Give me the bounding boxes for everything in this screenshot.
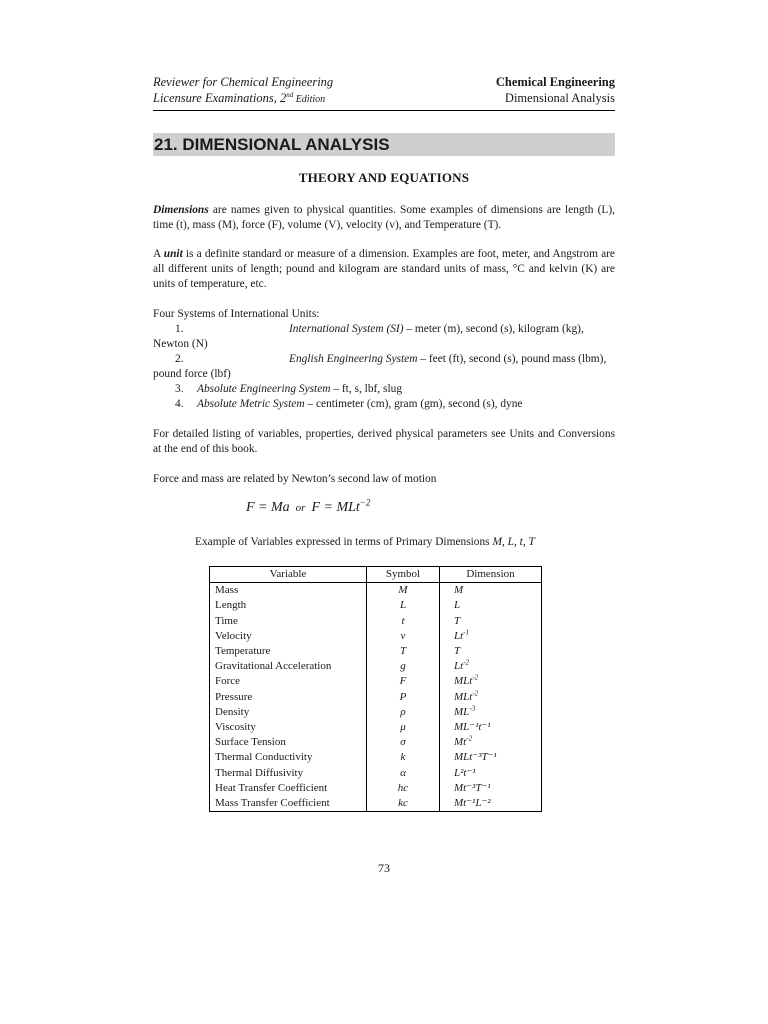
- cell-dimension: [440, 629, 542, 644]
- list-item: [153, 352, 615, 382]
- paragraph-reference: For detailed listing of variables, properties, derived physical parameters see Units and Conversions at the end of this book.: [153, 428, 615, 455]
- cell-dimension: [440, 766, 542, 781]
- cell-symbol: M: [367, 583, 440, 599]
- cell-symbol: v: [367, 629, 440, 644]
- cell-symbol: μ: [367, 720, 440, 735]
- cell-dimension: [440, 690, 542, 705]
- table-caption-vars: M, L, t, T: [492, 536, 535, 548]
- cell-dimension: [440, 614, 542, 629]
- table-caption-text: Example of Variables expressed in terms of Primary Dimensions: [195, 536, 493, 548]
- dimension-base: ML⁻¹t⁻¹: [454, 721, 491, 734]
- table-row: [210, 583, 542, 599]
- dimension-base: M: [454, 584, 464, 597]
- list-number: 1.: [175, 323, 184, 335]
- dimension-base: L: [454, 599, 461, 612]
- chapter-title: 21. DIMENSIONAL ANALYSIS: [153, 133, 615, 156]
- dimension-base: ML: [454, 705, 470, 718]
- cell-dimension: [440, 583, 542, 599]
- cell-symbol: k: [367, 750, 440, 765]
- systems-list: [153, 307, 615, 412]
- system-units: – feet (ft), second (s), pound mass (lbm), pound force (lbf): [153, 353, 607, 380]
- paragraph-dimensions: [153, 203, 615, 233]
- section-title: THEORY AND EQUATIONS: [298, 170, 470, 185]
- cell-symbol: σ: [367, 735, 440, 750]
- header-left-line2: Licensure Examinations, 2: [153, 91, 287, 105]
- cell-variable: Mass Transfer Coefficient: [210, 796, 367, 812]
- cell-variable: Thermal Diffusivity: [210, 766, 367, 781]
- cell-variable: Density: [210, 705, 367, 720]
- equation-exponent: −2: [359, 497, 371, 508]
- cell-dimension: [440, 644, 542, 659]
- table-caption: [195, 536, 535, 548]
- term-unit: unit: [163, 248, 183, 260]
- cell-dimension: [440, 598, 542, 613]
- cell-dimension: [440, 735, 542, 750]
- list-number: 3.: [175, 383, 184, 395]
- dimension-exponent: -1: [463, 628, 470, 637]
- dimension-exponent: -2: [466, 734, 473, 743]
- header-edition-sup: nd: [286, 90, 294, 99]
- cell-dimension: [440, 750, 542, 765]
- cell-dimension: [440, 720, 542, 735]
- table-header-row: [210, 567, 542, 583]
- table-row: [210, 659, 542, 674]
- table-row: [210, 705, 542, 720]
- dimension-base: L²t⁻¹: [454, 766, 476, 779]
- cell-symbol: t: [367, 614, 440, 629]
- table-row: [210, 598, 542, 613]
- system-units: – ft, s, lbf, slug: [330, 383, 403, 395]
- table-row: [210, 614, 542, 629]
- column-header-variable: Variable: [210, 567, 367, 583]
- cell-symbol: ρ: [367, 705, 440, 720]
- paragraph-unit: [153, 247, 615, 292]
- page-number: 73: [378, 861, 390, 875]
- cell-symbol: hc: [367, 781, 440, 796]
- table-row: [210, 720, 542, 735]
- header-rule: [153, 110, 615, 111]
- cell-dimension: [440, 674, 542, 689]
- dimension-base: T: [454, 614, 461, 627]
- systems-intro: Four Systems of International Units:: [153, 308, 320, 320]
- dimension-exponent: -2: [472, 688, 479, 697]
- column-header-symbol: Symbol: [367, 567, 440, 583]
- paragraph-unit-lead: A: [153, 248, 164, 260]
- header-chapter: Dimensional Analysis: [504, 91, 615, 105]
- header-left-line1: Reviewer for Chemical Engineering: [153, 75, 334, 89]
- cell-variable: Surface Tension: [210, 735, 367, 750]
- dimension-exponent: -2: [463, 658, 470, 667]
- list-number: 2.: [175, 353, 184, 365]
- list-number: 4.: [175, 398, 184, 410]
- paragraph-unit-text: is a definite standard or measure of a dimension. Examples are foot, meter, and Angstrom are all different units of length; pound and kilogram are standard units of mass, °C and kelvin (K) are units of temperature, etc.: [153, 248, 615, 290]
- table-row: [210, 674, 542, 689]
- term-dimensions: Dimensions: [153, 204, 209, 216]
- paragraph-newton: Force and mass are related by Newton’s second law of motion: [153, 473, 437, 485]
- table-row: [210, 750, 542, 765]
- table-row: [210, 629, 542, 644]
- cell-variable: Thermal Conductivity: [210, 750, 367, 765]
- cell-variable: Heat Transfer Coefficient: [210, 781, 367, 796]
- dimension-base: Mt⁻³T⁻¹: [454, 781, 491, 794]
- cell-symbol: F: [367, 674, 440, 689]
- table-row: [210, 766, 542, 781]
- cell-dimension: [440, 705, 542, 720]
- cell-variable: Mass: [210, 583, 367, 599]
- dimension-base: Lt: [454, 660, 464, 673]
- dimension-base: Lt: [454, 629, 464, 642]
- dimension-base: Mt: [454, 736, 467, 749]
- table-row: [210, 690, 542, 705]
- list-item: [153, 397, 615, 412]
- cell-variable: Velocity: [210, 629, 367, 644]
- cell-variable: Temperature: [210, 644, 367, 659]
- dimension-base: MLt⁻³T⁻¹: [454, 751, 497, 764]
- cell-symbol: kc: [367, 796, 440, 812]
- dimension-base: T: [454, 645, 461, 658]
- equation-or: or: [295, 502, 306, 514]
- cell-variable: Length: [210, 598, 367, 613]
- system-units: – meter (m), second (s), kilogram (kg), Newton (N): [153, 323, 584, 350]
- newton-equation: [246, 497, 371, 516]
- cell-variable: Time: [210, 614, 367, 629]
- variables-table: [209, 566, 542, 812]
- column-header-dimension: Dimension: [440, 567, 542, 583]
- header-left-line2-end: Edition: [293, 94, 326, 105]
- cell-variable: Gravitational Acceleration: [210, 659, 367, 674]
- cell-variable: Force: [210, 674, 367, 689]
- system-name: International System (SI): [289, 323, 404, 335]
- paragraph-dimensions-text: are names given to physical quantities. Some examples of dimensions are length (L), time (t), mass (M), force (F), volume (V), velocity (v), and Temperature (T).: [153, 204, 615, 231]
- cell-dimension: [440, 659, 542, 674]
- header-chapter-info: [496, 74, 615, 106]
- cell-variable: Pressure: [210, 690, 367, 705]
- dimension-exponent: -3: [469, 704, 476, 713]
- dimension-exponent: -2: [472, 673, 479, 682]
- cell-variable: Viscosity: [210, 720, 367, 735]
- header-book-title: [153, 74, 333, 108]
- header-subject: Chemical Engineering: [495, 75, 615, 89]
- dimension-base: MLt: [454, 690, 473, 703]
- cell-symbol: L: [367, 598, 440, 613]
- table-row: [210, 735, 542, 750]
- system-units: – centimeter (cm), gram (gm), second (s), dyne: [304, 398, 523, 410]
- table-row: [210, 781, 542, 796]
- dimension-base: MLt: [454, 675, 473, 688]
- system-name: Absolute Metric System: [197, 398, 305, 410]
- cell-symbol: α: [367, 766, 440, 781]
- table-row: [210, 644, 542, 659]
- table-row: [210, 796, 542, 812]
- cell-dimension: [440, 796, 542, 812]
- cell-symbol: g: [367, 659, 440, 674]
- cell-dimension: [440, 781, 542, 796]
- cell-symbol: P: [367, 690, 440, 705]
- list-item: [153, 322, 615, 352]
- equation-left: F = Ma: [246, 500, 290, 515]
- cell-symbol: T: [367, 644, 440, 659]
- equation-right: F = MLt: [311, 500, 360, 515]
- list-item: [153, 382, 615, 397]
- system-name: Absolute Engineering System: [197, 383, 331, 395]
- system-name: English Engineering System: [289, 353, 418, 365]
- dimension-base: Mt⁻¹L⁻²: [454, 797, 491, 810]
